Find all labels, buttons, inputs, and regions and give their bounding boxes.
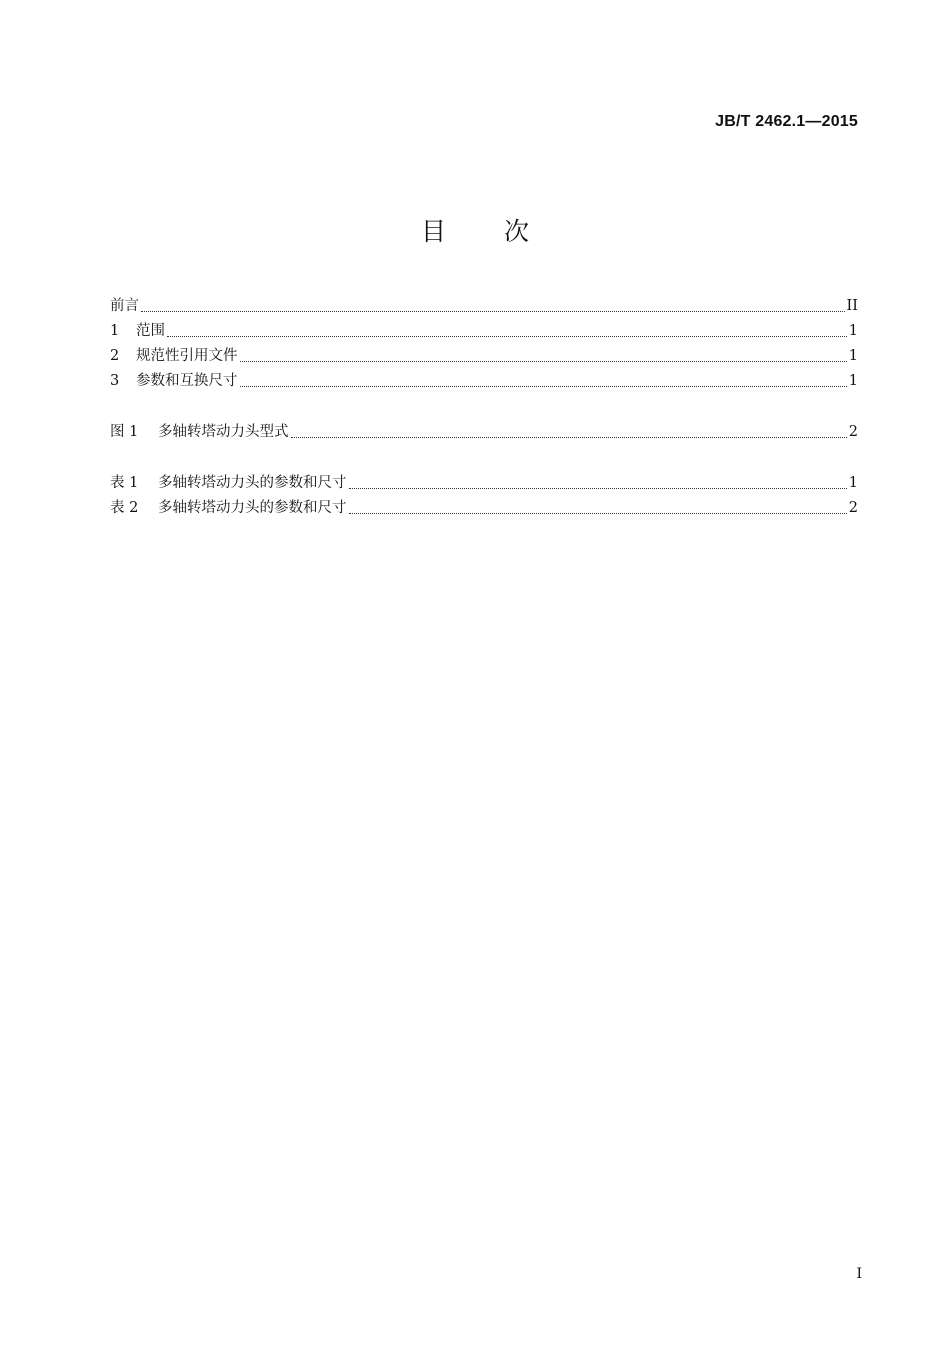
dot-leader bbox=[349, 512, 847, 514]
toc-entry-number: 1 bbox=[110, 323, 120, 339]
page-number: I bbox=[856, 1266, 862, 1282]
dot-leader bbox=[240, 385, 847, 387]
toc-entry-table-2[interactable] bbox=[110, 496, 858, 521]
dot-leader bbox=[167, 335, 847, 337]
toc-entry-figure-1[interactable] bbox=[110, 420, 858, 445]
toc-entry-table-1[interactable] bbox=[110, 471, 858, 496]
toc-entry-number: 2 bbox=[110, 348, 120, 364]
toc-entry-label: 多轴转塔动力头的参数和尺寸 bbox=[158, 500, 347, 516]
toc-entry-page: 2 bbox=[848, 500, 858, 516]
toc-title bbox=[0, 212, 950, 248]
toc-entry-page: 1 bbox=[848, 373, 858, 389]
toc-entry-number: 表 2 bbox=[110, 500, 139, 516]
toc-entry-number: 图 1 bbox=[110, 424, 139, 440]
toc-entry-page: 1 bbox=[848, 323, 858, 339]
toc-entry-label: 规范性引用文件 bbox=[136, 348, 238, 364]
toc-entry-page: 1 bbox=[848, 475, 858, 491]
toc-entry-foreword[interactable] bbox=[110, 294, 858, 319]
toc-entry-label: 前言 bbox=[110, 298, 139, 314]
toc-entry-number: 表 1 bbox=[110, 475, 139, 491]
toc-title-char-2: 次 bbox=[504, 217, 530, 246]
dot-leader bbox=[240, 360, 847, 362]
toc-entry-scope[interactable] bbox=[110, 319, 858, 344]
toc-entry-parameters[interactable] bbox=[110, 369, 858, 394]
toc-entry-label: 参数和互换尺寸 bbox=[136, 373, 238, 389]
toc-entry-number: 3 bbox=[110, 373, 120, 389]
table-of-contents bbox=[110, 294, 858, 521]
toc-entry-normative-references[interactable] bbox=[110, 344, 858, 369]
dot-leader bbox=[349, 487, 847, 489]
toc-entry-page: 2 bbox=[848, 424, 858, 440]
standard-code: JB/T 2462.1—2015 bbox=[715, 113, 858, 130]
toc-entry-label: 范围 bbox=[136, 323, 165, 339]
toc-entry-page: II bbox=[846, 298, 858, 314]
toc-entry-page: 1 bbox=[848, 348, 858, 364]
dot-leader bbox=[291, 436, 847, 438]
toc-entry-label: 多轴转塔动力头的参数和尺寸 bbox=[158, 475, 347, 491]
toc-title-char-1: 目 bbox=[420, 217, 446, 246]
toc-entry-label: 多轴转塔动力头型式 bbox=[158, 424, 289, 440]
dot-leader bbox=[141, 310, 845, 312]
